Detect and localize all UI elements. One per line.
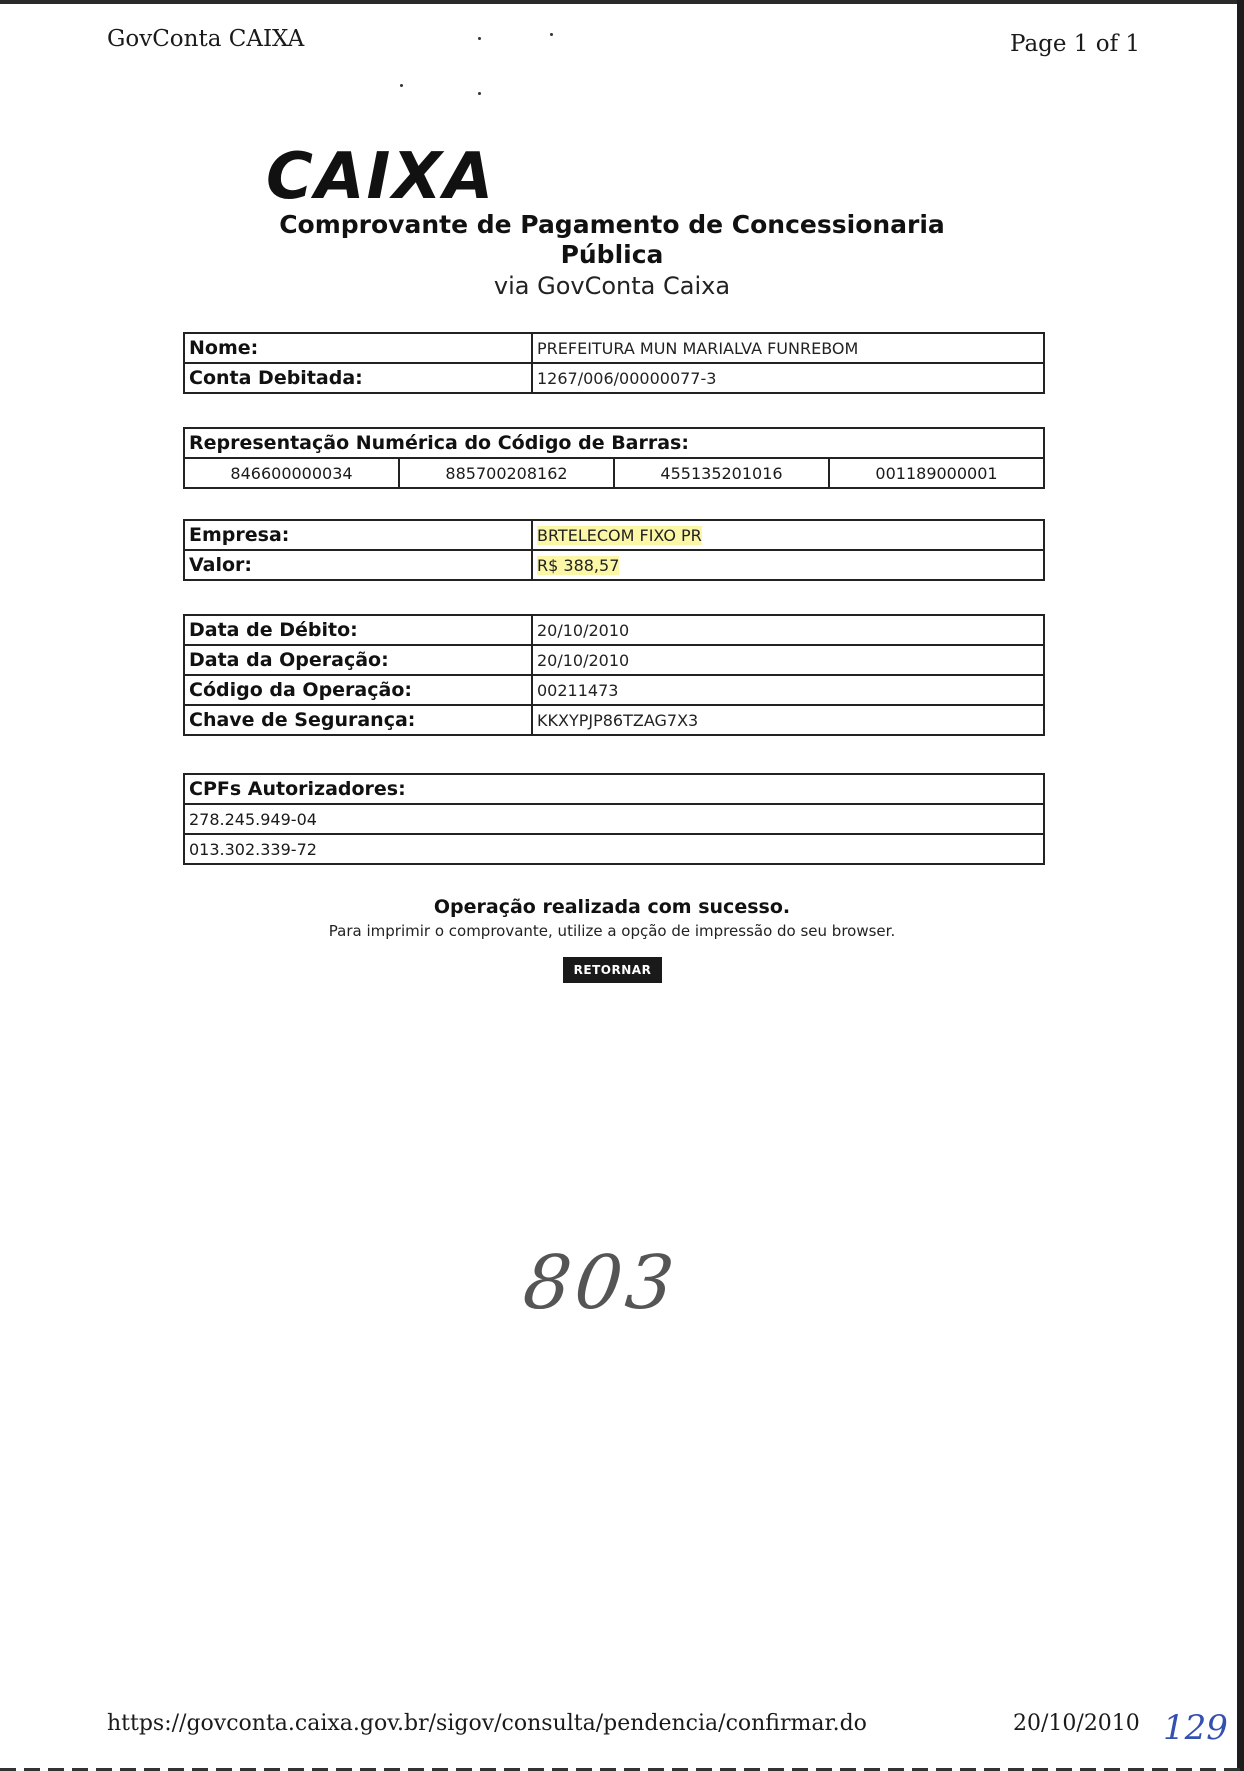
data-debito-label: Data de Débito: [184,615,532,645]
print-header-page: Page 1 of 1 [1010,31,1141,57]
conta-value [532,363,1044,393]
table-row [184,550,1044,580]
table-row [184,615,1044,645]
valor-text: R$ 388,57 [537,555,620,575]
barcode-label: Representação Numérica do Código de Barras: [184,428,1044,458]
operation-table [183,614,1045,736]
barcode-block: 455135201016 [614,458,829,488]
payment-table [183,519,1045,581]
barcode-block: 885700208162 [399,458,614,488]
scan-speck [478,92,481,95]
cpf-value: 013.302.339-72 [184,834,1044,864]
empresa-value [532,520,1044,550]
table-row [184,645,1044,675]
account-table [183,332,1045,394]
cpfs-label: CPFs Autorizadores: [184,774,1044,804]
cpf-value: 278.245.949-04 [184,804,1044,834]
table-row [184,428,1044,458]
scan-speck [478,37,481,40]
empresa-text: BRTELECOM FIXO PR [537,525,702,545]
data-debito-value: 20/10/2010 [532,615,1044,645]
handwritten-note: 803 [519,1240,682,1326]
retornar-button[interactable]: RETORNAR [563,957,662,983]
table-row [184,675,1044,705]
conta-label: Conta Debitada: [184,363,532,393]
table-row [184,705,1044,735]
table-row [184,333,1044,363]
page-title-line2: Pública [560,240,664,269]
nome-label: Nome: [184,333,532,363]
barcode-table [183,427,1045,489]
codigo-value: 00211473 [532,675,1044,705]
page-edge-top [0,0,1244,4]
print-footer-url: https://govconta.caixa.gov.br/sigov/consulta/pendencia/confirmar.do [107,1711,867,1736]
cpfs-table [183,773,1045,865]
data-operacao-label: Data da Operação: [184,645,532,675]
page-title-line1: Comprovante de Pagamento de Concessionaria [279,210,945,239]
empresa-label: Empresa: [184,520,532,550]
nome-value [532,333,1044,363]
print-footer-date: 20/10/2010 [1013,1711,1140,1736]
table-row [184,458,1044,488]
caixa-logo: CAIXA [266,140,496,214]
success-message: Operação realizada com sucesso. [433,896,791,918]
scan-speck [400,84,403,87]
print-header-title: GovConta CAIXA [107,26,305,52]
print-hint: Para imprimir o comprovante, utilize a opção de impressão do seu browser. [328,922,896,940]
table-row [184,834,1044,864]
chave-value: KKXYPJP86TZAG7X3 [532,705,1044,735]
valor-label: Valor: [184,550,532,580]
nome-text: PREFEITURA MUN MARIALVA FUNREBOM [537,338,859,358]
table-row [184,520,1044,550]
table-row [184,774,1044,804]
barcode-block: 001189000001 [829,458,1044,488]
chave-label: Chave de Segurança: [184,705,532,735]
codigo-label: Código da Operação: [184,675,532,705]
barcode-block: 846600000034 [184,458,399,488]
page-edge-right [1237,0,1244,1771]
table-row [184,363,1044,393]
conta-text: 1267/006/00000077-3 [537,368,717,388]
handwritten-page-number: 129 [1163,1708,1228,1748]
valor-value [532,550,1044,580]
scan-speck [550,33,553,36]
data-operacao-value: 20/10/2010 [532,645,1044,675]
table-row [184,804,1044,834]
page-subtitle: via GovConta Caixa [493,272,731,300]
